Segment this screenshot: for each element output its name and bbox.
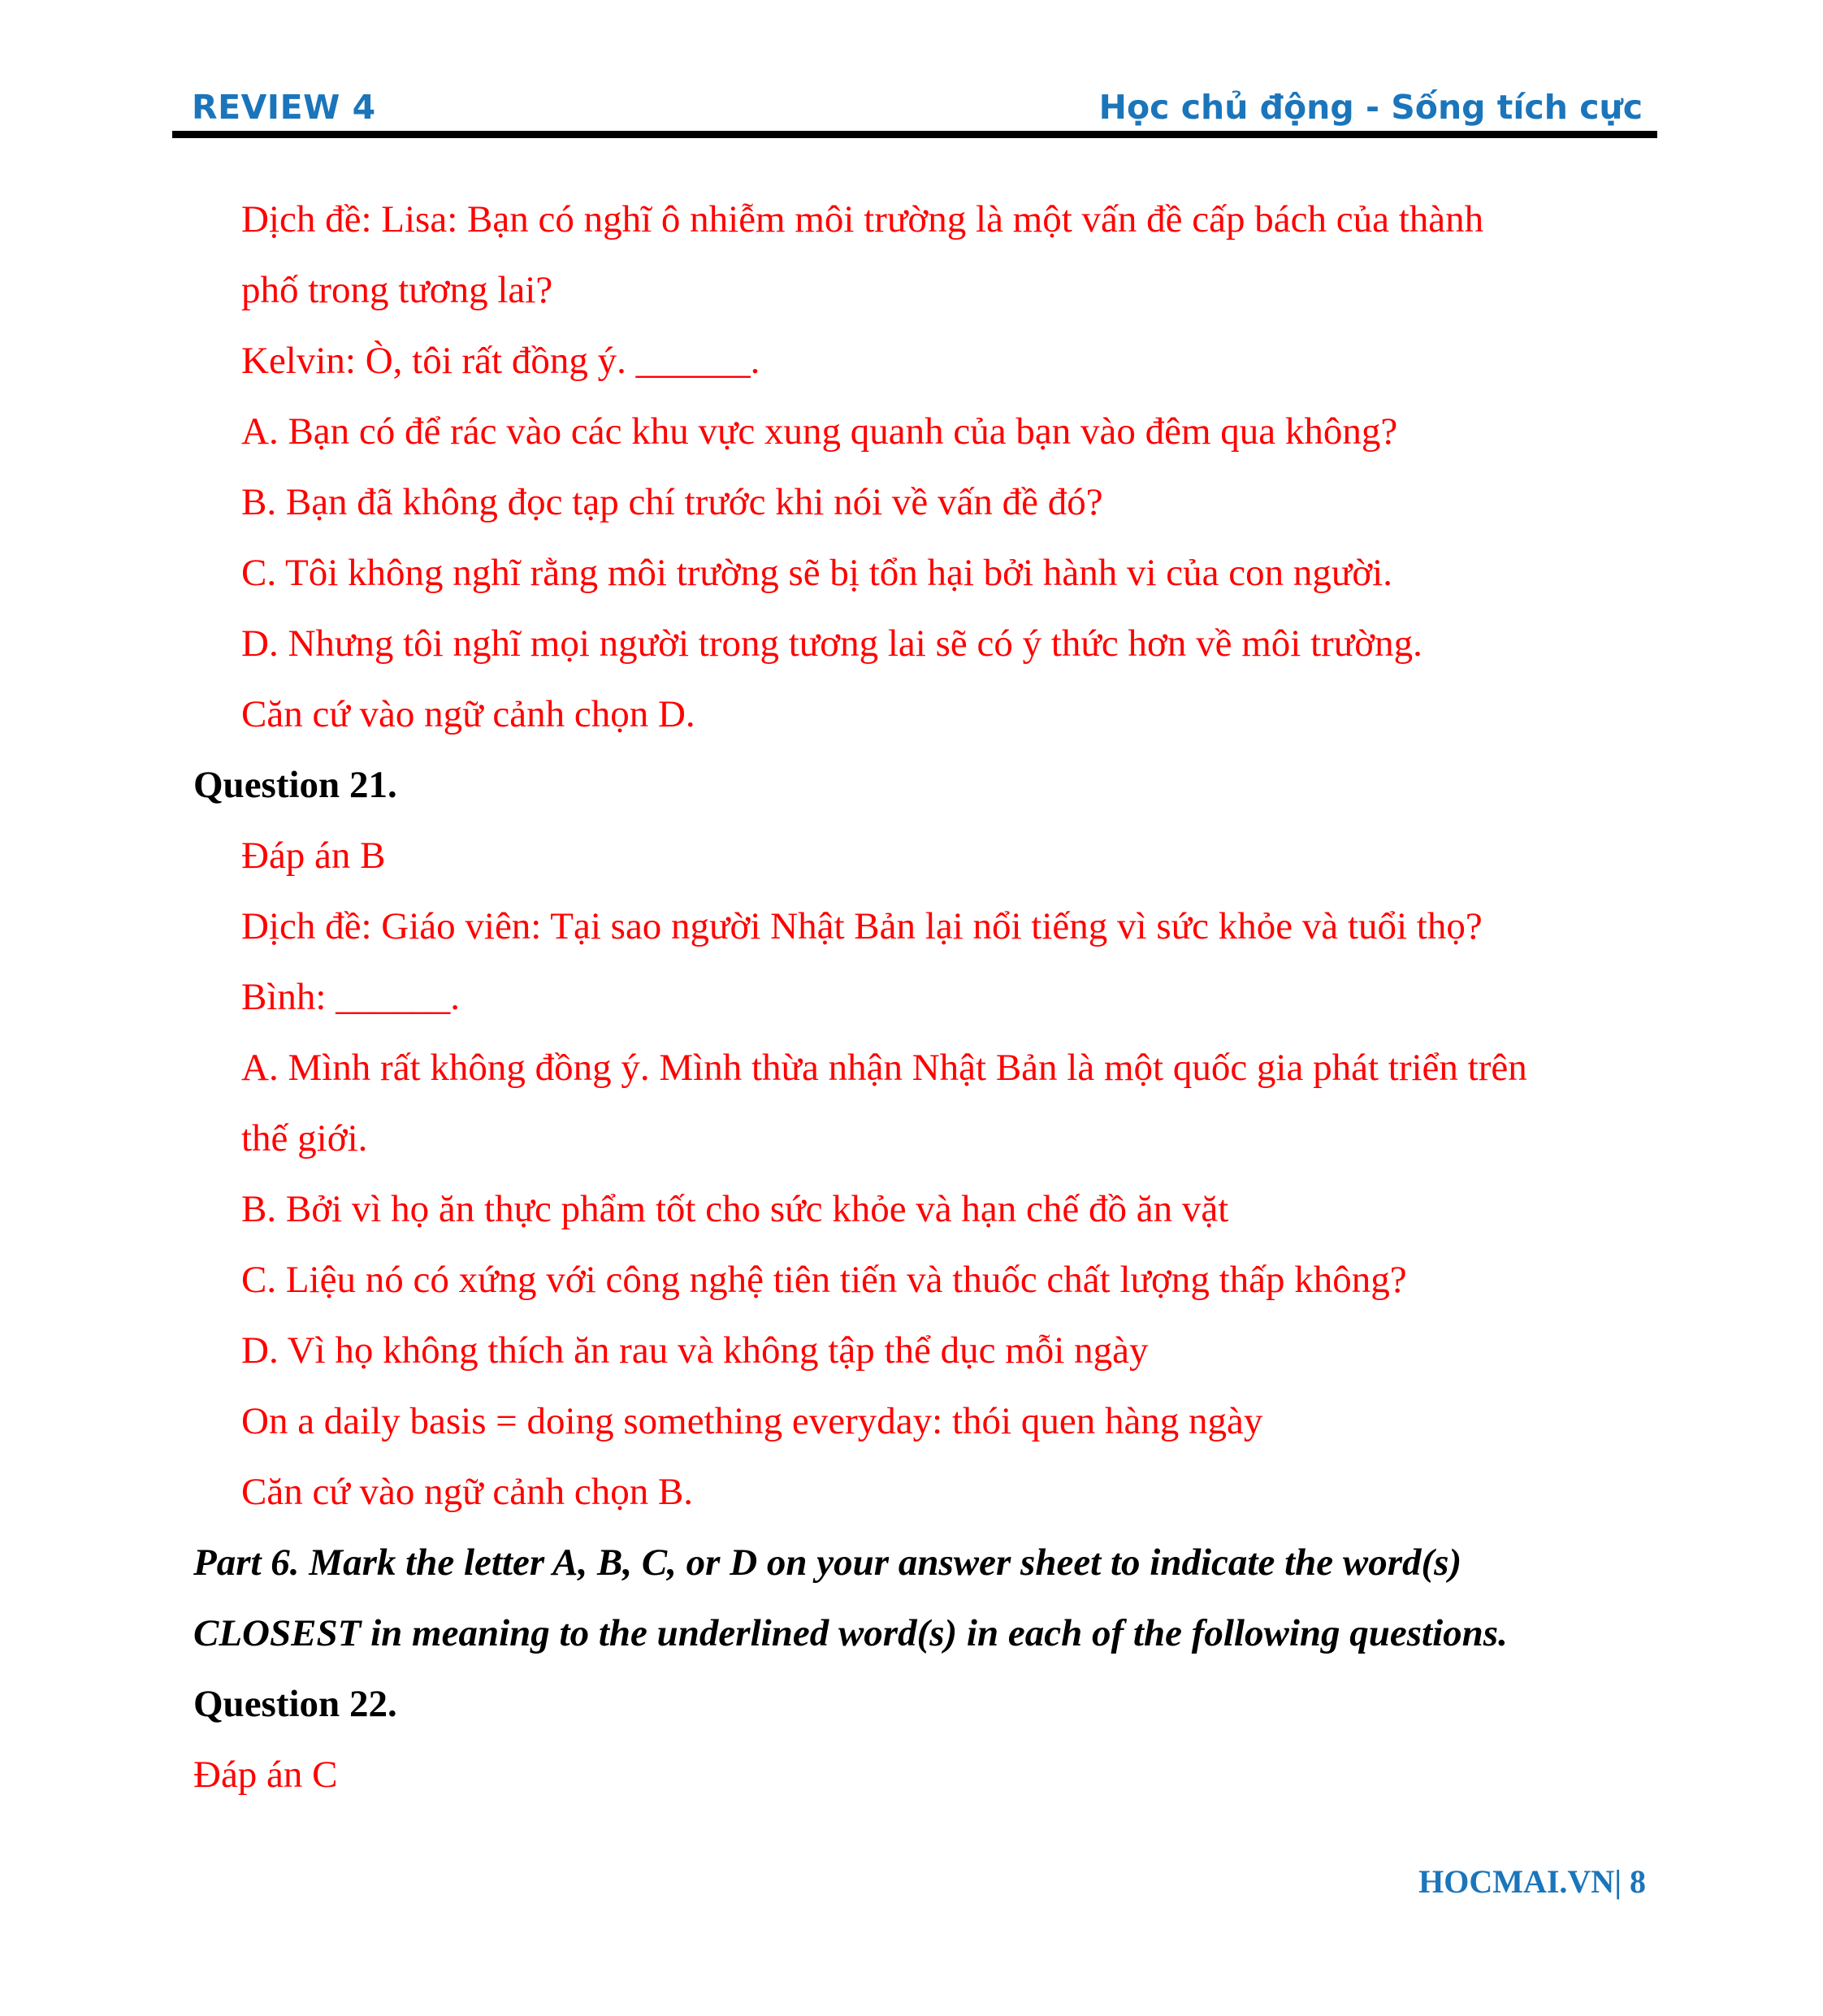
- answer-key: Đáp án B: [241, 835, 386, 877]
- dialogue-line: Bình: ______.: [241, 976, 460, 1018]
- question-heading: Question 21.: [193, 764, 397, 806]
- option-d: D. Nhưng tôi nghĩ mọi người trong tương lai sẽ có ý thức hơn về môi trường.: [241, 622, 1422, 665]
- translation-line: phố trong tương lai?: [241, 269, 553, 311]
- dialogue-line: Kelvin: Ò, tôi rất đồng ý. ______.: [241, 340, 760, 382]
- header-divider: [172, 131, 1657, 138]
- page-header: [172, 80, 1657, 137]
- footer-site: HOCMAI.VN: [1418, 1863, 1615, 1900]
- option-a: A. Bạn có để rác vào các khu vực xung quanh của bạn vào đêm qua không?: [241, 410, 1398, 453]
- option-b: B. Bạn đã không đọc tạp chí trước khi nói về vấn đề đó?: [241, 481, 1103, 523]
- option-b: B. Bởi vì họ ăn thực phẩm tốt cho sức khỏe và hạn chế đồ ăn vặt: [241, 1188, 1229, 1230]
- translation-line: Dịch đề: Lisa: Bạn có nghĩ ô nhiễm môi trường là một vấn đề cấp bách của thành: [241, 198, 1484, 241]
- option-c: C. Liệu nó có xứng với công nghệ tiên tiến và thuốc chất lượng thấp không?: [241, 1259, 1407, 1301]
- option-d: D. Vì họ không thích ăn rau và không tập thể dục mỗi ngày: [241, 1329, 1149, 1372]
- page-number: 8: [1630, 1863, 1646, 1900]
- header-slogan: Học chủ động - Sống tích cực: [1098, 88, 1643, 127]
- option-c: C. Tôi không nghĩ rằng môi trường sẽ bị tổn hại bởi hành vi của con người.: [241, 552, 1392, 594]
- header-section-title: REVIEW 4: [192, 88, 376, 127]
- explanation-line: Căn cứ vào ngữ cảnh chọn D.: [241, 693, 695, 735]
- page-footer: [1418, 1862, 1646, 1901]
- question-heading: Question 22.: [193, 1683, 397, 1725]
- answer-key: Đáp án C: [193, 1754, 338, 1796]
- part-instruction: CLOSEST in meaning to the underlined word(s) in each of the following questions.: [193, 1612, 1508, 1654]
- option-a-continued: thế giới.: [241, 1117, 368, 1160]
- translation-line: Dịch đề: Giáo viên: Tại sao người Nhật Bản lại nổi tiếng vì sức khỏe và tuổi thọ?: [241, 905, 1483, 947]
- vocabulary-note: On a daily basis = doing something everyday: thói quen hàng ngày: [241, 1400, 1263, 1442]
- explanation-line: Căn cứ vào ngữ cảnh chọn B.: [241, 1471, 694, 1513]
- footer-separator: |: [1614, 1863, 1622, 1900]
- option-a: A. Mình rất không đồng ý. Mình thừa nhận Nhật Bản là một quốc gia phát triển trên: [241, 1047, 1527, 1089]
- part-instruction: Part 6. Mark the letter A, B, C, or D on your answer sheet to indicate the word(s): [193, 1541, 1462, 1584]
